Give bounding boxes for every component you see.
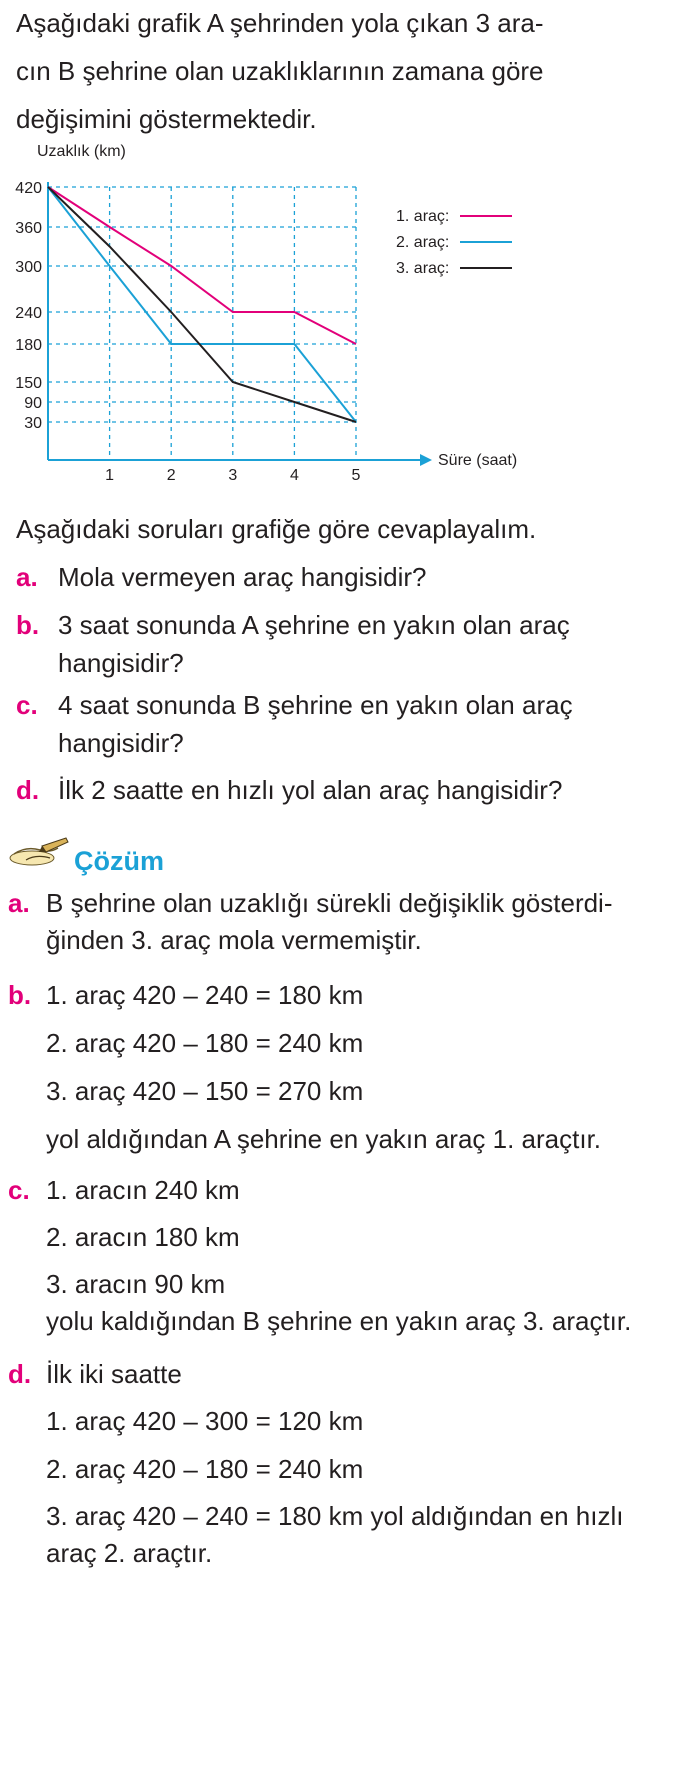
y-tick-90: 90 bbox=[24, 395, 42, 412]
legend-label-2: 2. araç: bbox=[396, 234, 450, 251]
solution-b-line-3: 3. araç 420 – 150 = 270 km bbox=[46, 1076, 364, 1106]
solution-d-line-0: İlk iki saatte bbox=[46, 1359, 182, 1389]
solution-c-line-4: yolu kaldığından B şehrine en yakın araç 3. araçtır. bbox=[46, 1306, 632, 1336]
question-b-text-1: 3 saat sonunda A şehrine en yakın olan araç bbox=[58, 610, 570, 640]
solution-c-line-1: 1. aracın 240 km bbox=[46, 1175, 240, 1205]
solution-a-label: a. bbox=[8, 888, 30, 918]
solution-b-label: b. bbox=[8, 980, 32, 1010]
question-a-label: a. bbox=[16, 562, 38, 592]
solution-b-line-1: 1. araç 420 – 240 = 180 km bbox=[46, 980, 364, 1010]
solution-title: Çözüm bbox=[74, 846, 164, 876]
solution-c-line-2: 2. aracın 180 km bbox=[46, 1222, 240, 1252]
questions-intro: Aşağıdaki soruları grafiğe göre cevaplayalım. bbox=[16, 514, 537, 544]
legend-label-3: 3. araç: bbox=[396, 260, 450, 277]
solution-d-line-2: 2. araç 420 – 180 = 240 km bbox=[46, 1454, 364, 1484]
x-tick-3: 3 bbox=[228, 467, 238, 484]
intro-line-2: cın B şehrine olan uzaklıklarının zamana göre bbox=[16, 56, 544, 86]
y-tick-150: 150 bbox=[15, 375, 42, 392]
y-axis-label: Uzaklık (km) bbox=[37, 143, 126, 160]
x-tick-4: 4 bbox=[289, 467, 299, 484]
x-tick-5: 5 bbox=[351, 467, 361, 484]
y-tick-420: 420 bbox=[15, 180, 42, 197]
x-axis-arrow bbox=[420, 454, 432, 466]
solution-b-line-2: 2. araç 420 – 180 = 240 km bbox=[46, 1028, 364, 1058]
solution-c-label: c. bbox=[8, 1175, 30, 1205]
y-tick-240: 240 bbox=[15, 305, 42, 322]
question-c-text-1: 4 saat sonunda B şehrine en yakın olan araç bbox=[58, 690, 573, 720]
distance-time-chart bbox=[0, 140, 600, 540]
pencil-writing-icon bbox=[6, 836, 72, 870]
x-tick-1: 1 bbox=[105, 467, 115, 484]
question-c-text-2: hangisidir? bbox=[58, 728, 184, 758]
series-lines bbox=[48, 187, 356, 422]
question-b-label: b. bbox=[16, 610, 40, 640]
question-a-text: Mola vermeyen araç hangisidir? bbox=[58, 562, 427, 592]
legend bbox=[396, 208, 512, 277]
y-tick-labels bbox=[15, 180, 42, 432]
solution-d-line-1: 1. araç 420 – 300 = 120 km bbox=[46, 1406, 364, 1436]
solution-d-label: d. bbox=[8, 1359, 32, 1389]
y-tick-30: 30 bbox=[24, 415, 42, 432]
x-axis-label: Süre (saat) bbox=[438, 452, 518, 469]
chart-grid bbox=[48, 187, 356, 460]
series-line-2 bbox=[48, 187, 356, 422]
solution-a-line-1: B şehrine olan uzaklığı sürekli değişiklik gösterdi- bbox=[46, 888, 613, 918]
solution-a-line-2: ğinden 3. araç mola vermemiştir. bbox=[46, 925, 422, 955]
y-tick-360: 360 bbox=[15, 220, 42, 237]
question-c-label: c. bbox=[16, 690, 38, 720]
question-b-text-2: hangisidir? bbox=[58, 648, 184, 678]
intro-line-1: Aşağıdaki grafik A şehrinden yola çıkan 3 ara- bbox=[16, 8, 544, 38]
solution-d-line-4: araç 2. araçtır. bbox=[46, 1538, 213, 1568]
y-tick-180: 180 bbox=[15, 337, 42, 354]
solution-d-line-3: 3. araç 420 – 240 = 180 km yol aldığından en hızlı bbox=[46, 1501, 624, 1531]
question-d-text: İlk 2 saatte en hızlı yol alan araç hangisidir? bbox=[58, 775, 563, 805]
x-tick-2: 2 bbox=[166, 467, 176, 484]
y-tick-300: 300 bbox=[15, 259, 42, 276]
x-tick-labels bbox=[105, 467, 360, 484]
question-d-label: d. bbox=[16, 775, 40, 805]
intro-line-3: değişimini göstermektedir. bbox=[16, 104, 317, 134]
series-line-3 bbox=[48, 187, 356, 422]
solution-b-line-4: yol aldığından A şehrine en yakın araç 1. araçtır. bbox=[46, 1124, 602, 1154]
legend-label-1: 1. araç: bbox=[396, 208, 450, 225]
solution-c-line-3: 3. aracın 90 km bbox=[46, 1269, 226, 1299]
